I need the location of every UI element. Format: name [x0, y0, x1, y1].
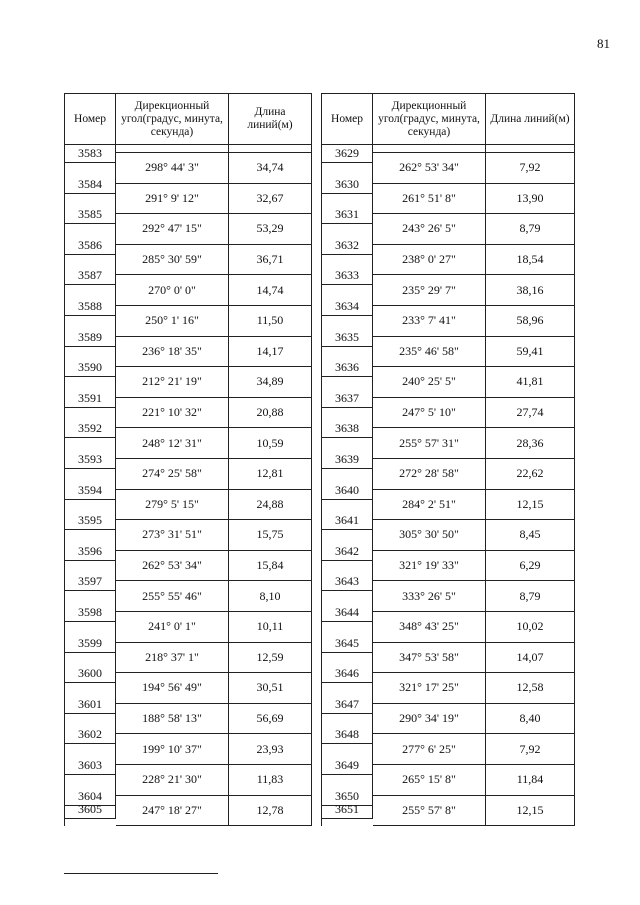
left-coordinates-table — [64, 93, 312, 826]
length-cell: 30,51 — [229, 673, 312, 704]
angle-cell: 235° 29' 7" — [373, 275, 486, 306]
length-cell: 32,67 — [229, 184, 312, 215]
length-cell: 34,89 — [229, 367, 312, 398]
length-cell: 24,88 — [229, 490, 312, 521]
length-cell: 8,10 — [229, 581, 312, 612]
point-number-cell: 3632 — [322, 224, 373, 255]
length-cell: 8,79 — [486, 581, 575, 612]
angle-cell: 270° 0' 0" — [116, 275, 229, 306]
angle-cell: 247° 18' 27" — [116, 796, 229, 827]
angle-cell: 240° 25' 5" — [373, 367, 486, 398]
point-number-cell: 3638 — [322, 408, 373, 439]
length-cell: 14,17 — [229, 337, 312, 368]
point-number-cell: 3591 — [65, 377, 116, 408]
length-cell: 23,93 — [229, 734, 312, 765]
length-cell: 12,58 — [486, 673, 575, 704]
point-number-cell: 3594 — [65, 469, 116, 500]
point-number-cell: 3639 — [322, 438, 373, 469]
table-header — [65, 94, 312, 145]
length-cell: 12,15 — [486, 490, 575, 521]
angle-cell: 238° 0' 27" — [373, 245, 486, 276]
point-number-cell: 3644 — [322, 591, 373, 622]
angle-cell: 321° 19' 33" — [373, 551, 486, 582]
length-cell: 56,69 — [229, 704, 312, 735]
length-cell: 10,59 — [229, 428, 312, 459]
point-number-cell: 3595 — [65, 500, 116, 531]
angle-cell: 228° 21' 30" — [116, 765, 229, 796]
point-number-cell: 3637 — [322, 377, 373, 408]
length-cell: 12,15 — [486, 796, 575, 827]
header-angle: Дирекционный угол(градус, минута, секунда) — [373, 94, 486, 144]
header-number: Номер — [322, 94, 373, 144]
length-cell: 8,40 — [486, 704, 575, 735]
length-cell: 8,79 — [486, 214, 575, 245]
point-number-cell: 3593 — [65, 438, 116, 469]
point-number-cell: 3598 — [65, 591, 116, 622]
angle-cell: 292° 47' 15" — [116, 214, 229, 245]
angle-cell: 188° 58' 13" — [116, 704, 229, 735]
header-length: Длина линий(м) — [229, 94, 312, 144]
angle-cell: 233° 7' 41" — [373, 306, 486, 337]
angle-cell: 272° 28' 58" — [373, 459, 486, 490]
table-header — [322, 94, 575, 145]
angle-cell: 194° 56' 49" — [116, 673, 229, 704]
length-cell: 7,92 — [486, 734, 575, 765]
angle-cell: 305° 30' 50" — [373, 520, 486, 551]
length-cell: 36,71 — [229, 245, 312, 276]
length-cell: 11,83 — [229, 765, 312, 796]
angle-cell: 248° 12' 31" — [116, 428, 229, 459]
angle-cell: 255° 57' 8" — [373, 796, 486, 827]
length-cell: 11,84 — [486, 765, 575, 796]
point-number-cell: 3630 — [322, 163, 373, 194]
length-cell: 7,92 — [486, 153, 575, 184]
angle-cell: 241° 0' 1" — [116, 612, 229, 643]
table-body — [65, 145, 312, 826]
angle-cell: 255° 57' 31" — [373, 428, 486, 459]
right-coordinates-table — [321, 93, 575, 826]
angle-cell: 262° 53' 34" — [116, 551, 229, 582]
point-number-cell: 3602 — [65, 714, 116, 745]
point-number-cell: 3640 — [322, 469, 373, 500]
length-cell: 28,36 — [486, 428, 575, 459]
page-number: 81 — [597, 36, 610, 51]
length-cell: 34,74 — [229, 153, 312, 184]
point-number-cell: 3633 — [322, 255, 373, 286]
length-cell: 11,50 — [229, 306, 312, 337]
angle-cell: 273° 31' 51" — [116, 520, 229, 551]
length-cell: 15,75 — [229, 520, 312, 551]
point-number-cell: 3588 — [65, 285, 116, 316]
angle-cell: 347° 53' 58" — [373, 643, 486, 674]
angle-cell: 235° 46' 58" — [373, 337, 486, 368]
length-cell: 8,45 — [486, 520, 575, 551]
angle-cell: 255° 55' 46" — [116, 581, 229, 612]
point-number-cell: 3585 — [65, 194, 116, 225]
length-cell: 41,81 — [486, 367, 575, 398]
point-number-cell: 3590 — [65, 347, 116, 378]
angle-cell: 199° 10' 37" — [116, 734, 229, 765]
length-cell: 12,59 — [229, 643, 312, 674]
angle-cell: 285° 30' 59" — [116, 245, 229, 276]
header-length: Длина линий(м) — [486, 94, 575, 144]
length-cell: 13,90 — [486, 184, 575, 215]
point-number-cell: 3592 — [65, 408, 116, 439]
length-cell: 27,74 — [486, 398, 575, 429]
angle-cell: 236° 18' 35" — [116, 337, 229, 368]
blank-cell — [116, 145, 229, 153]
length-cell: 12,81 — [229, 459, 312, 490]
point-number-cell: 3605 — [65, 806, 116, 819]
point-number-cell: 3604 — [65, 775, 116, 806]
angle-cell: 212° 21' 19" — [116, 367, 229, 398]
blank-cell — [229, 145, 312, 153]
point-number-cell: 3587 — [65, 255, 116, 286]
point-number-cell: 3586 — [65, 224, 116, 255]
blank-cell — [486, 145, 575, 153]
length-cell: 14,74 — [229, 275, 312, 306]
angle-cell: 348° 43' 25" — [373, 612, 486, 643]
length-cell: 18,54 — [486, 245, 575, 276]
length-cell: 6,29 — [486, 551, 575, 582]
angle-cell: 298° 44' 3" — [116, 153, 229, 184]
point-number-cell: 3646 — [322, 653, 373, 684]
point-number-cell: 3635 — [322, 316, 373, 347]
length-cell: 58,96 — [486, 306, 575, 337]
length-cell: 20,88 — [229, 398, 312, 429]
angle-cell: 243° 26' 5" — [373, 214, 486, 245]
angle-cell: 265° 15' 8" — [373, 765, 486, 796]
angle-cell: 250° 1' 16" — [116, 306, 229, 337]
point-number-cell: 3600 — [65, 653, 116, 684]
point-number-cell: 3629 — [322, 145, 373, 163]
point-number-cell: 3601 — [65, 683, 116, 714]
length-cell: 59,41 — [486, 337, 575, 368]
angle-cell: 290° 34' 19" — [373, 704, 486, 735]
point-number-cell: 3641 — [322, 500, 373, 531]
point-number-cell: 3650 — [322, 775, 373, 806]
angle-cell: 218° 37' 1" — [116, 643, 229, 674]
angle-cell: 247° 5' 10" — [373, 398, 486, 429]
angle-cell: 279° 5' 15" — [116, 490, 229, 521]
point-number-cell: 3643 — [322, 561, 373, 592]
blank-cell — [373, 145, 486, 153]
length-cell: 10,11 — [229, 612, 312, 643]
header-angle: Дирекционный угол(градус, минута, секунда) — [116, 94, 229, 144]
angle-cell: 262° 53' 34" — [373, 153, 486, 184]
length-cell: 15,84 — [229, 551, 312, 582]
angle-cell: 333° 26' 5" — [373, 581, 486, 612]
point-number-cell: 3651 — [322, 806, 373, 819]
point-number-cell: 3649 — [322, 744, 373, 775]
point-number-cell: 3589 — [65, 316, 116, 347]
length-cell: 12,78 — [229, 796, 312, 827]
point-number-cell: 3642 — [322, 530, 373, 561]
angle-cell: 284° 2' 51" — [373, 490, 486, 521]
point-number-cell: 3597 — [65, 561, 116, 592]
table-body — [322, 145, 575, 826]
length-cell: 38,16 — [486, 275, 575, 306]
length-cell: 14,07 — [486, 643, 575, 674]
angle-cell: 274° 25' 58" — [116, 459, 229, 490]
point-number-cell: 3647 — [322, 683, 373, 714]
point-number-cell: 3596 — [65, 530, 116, 561]
point-number-cell: 3584 — [65, 163, 116, 194]
point-number-cell: 3631 — [322, 194, 373, 225]
angle-cell: 261° 51' 8" — [373, 184, 486, 215]
angle-cell: 221° 10' 32" — [116, 398, 229, 429]
point-number-cell: 3636 — [322, 347, 373, 378]
point-number-cell: 3645 — [322, 622, 373, 653]
length-cell: 10,02 — [486, 612, 575, 643]
angle-cell: 291° 9' 12" — [116, 184, 229, 215]
length-cell: 22,62 — [486, 459, 575, 490]
point-number-cell: 3648 — [322, 714, 373, 745]
header-number: Номер — [65, 94, 116, 144]
point-number-cell: 3603 — [65, 744, 116, 775]
point-number-cell: 3634 — [322, 285, 373, 316]
footnote-separator — [64, 873, 218, 874]
angle-cell: 277° 6' 25" — [373, 734, 486, 765]
point-number-cell: 3583 — [65, 145, 116, 163]
length-cell: 53,29 — [229, 214, 312, 245]
point-number-cell: 3599 — [65, 622, 116, 653]
angle-cell: 321° 17' 25" — [373, 673, 486, 704]
